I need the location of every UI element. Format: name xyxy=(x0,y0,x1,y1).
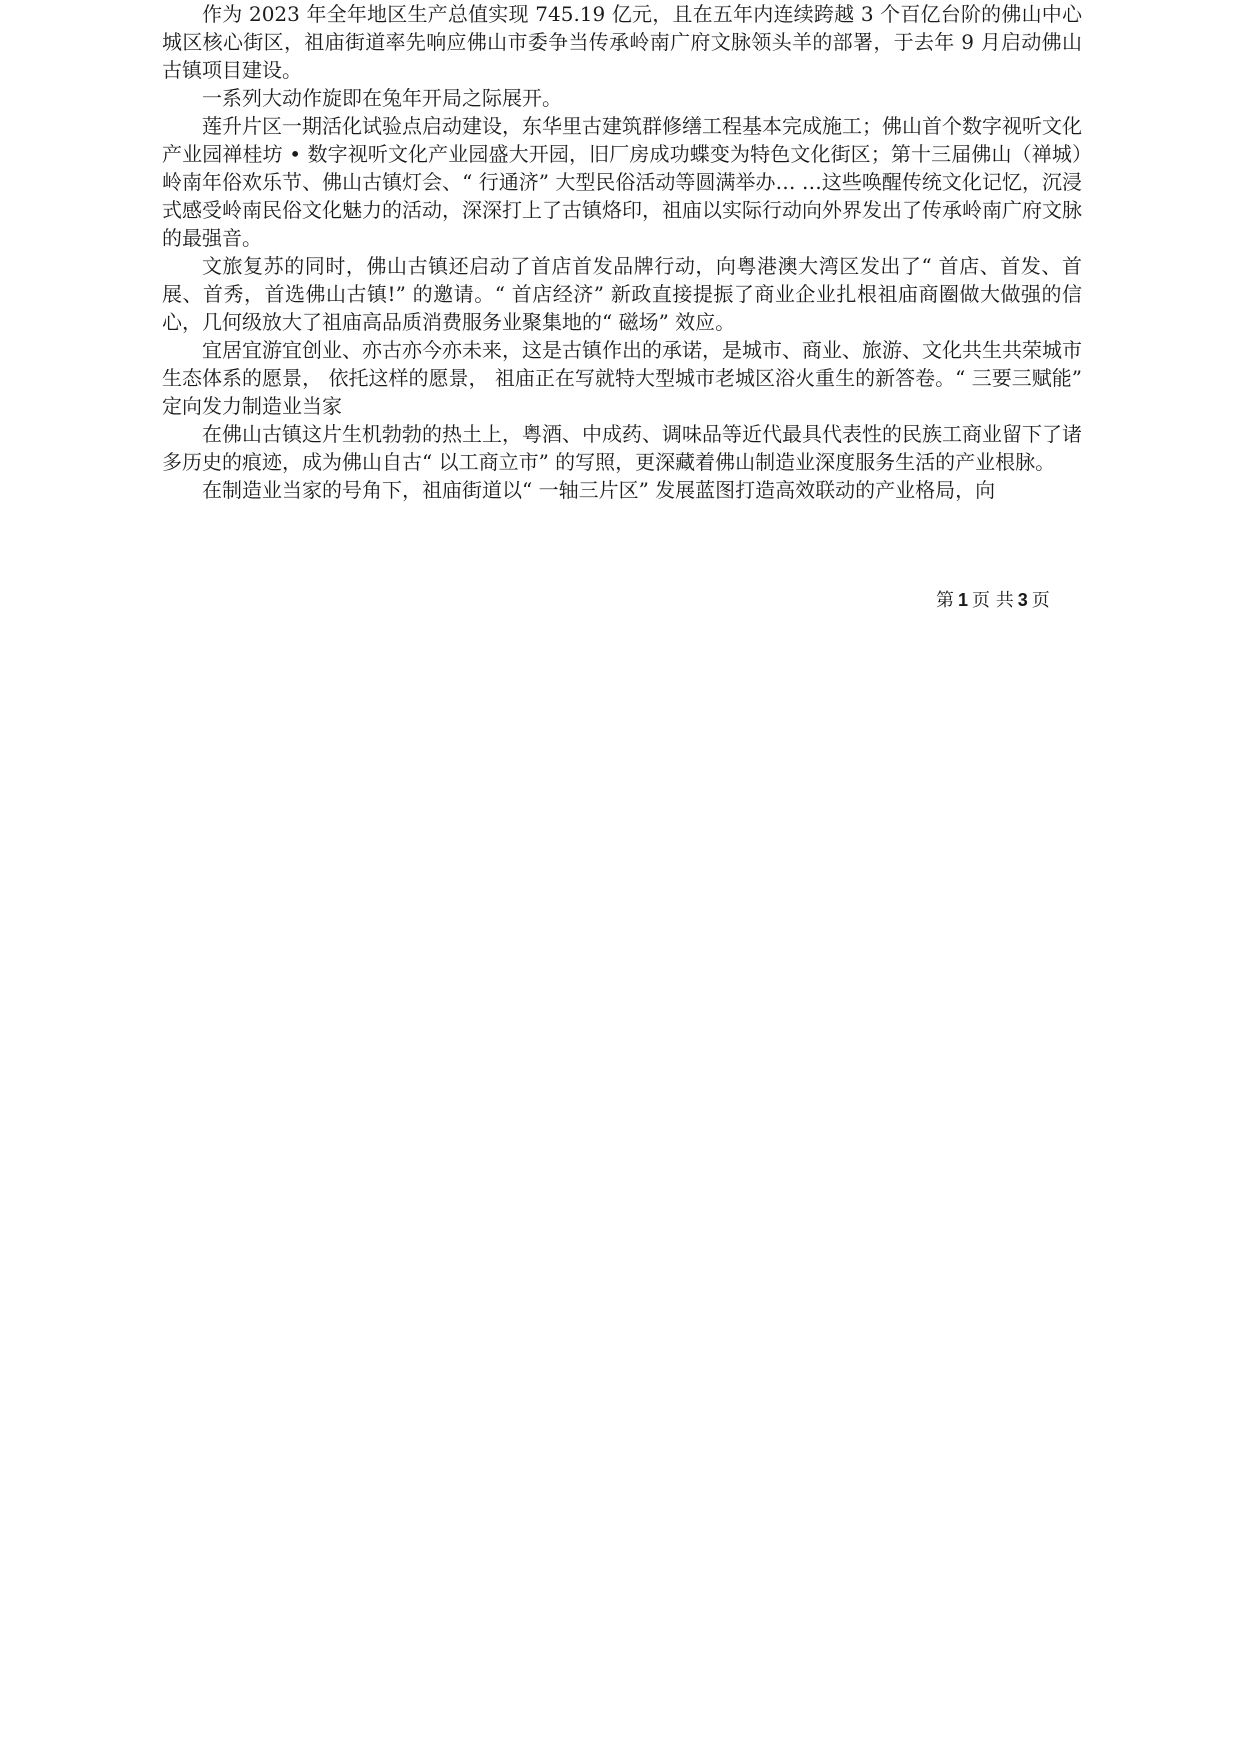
footer-suffix: 页 xyxy=(1031,590,1050,611)
current-page-number: 1 xyxy=(958,590,969,610)
paragraph: 在制造业当家的号角下，祖庙街道以“ 一轴三片区” 发展蓝图打造高效联动的产业格局，向 xyxy=(202,478,996,502)
footer-middle: 页 共 xyxy=(972,590,1014,611)
total-pages-number: 3 xyxy=(1017,590,1028,610)
paragraph: 莲升片区一期活化试验点启动建设，东华里古建筑群修缮工程基本完成施工；佛山首个数字视听文化产业园禅桂坊 • 数字视听文化产业园盛大开园，旧厂房成功蝶变为特色文化街区；第十三届佛山（禅城）岭南年俗欢乐节、佛山古镇灯会、“ 行通济” 大型民俗活动等圆满举办… …这些唤醒传统文化记忆，沉浸式感受岭南民俗文化魅力的活动，深深打上了古镇烙印，祖庙以实际行动向外界发出了传承岭南广府文脉的最强音。 xyxy=(162,114,1082,250)
page-footer xyxy=(936,586,1050,612)
paragraph: 一系列大动作旋即在兔年开局之际展开。 xyxy=(202,86,562,110)
paragraph: 作为 2023 年全年地区生产总值实现 745.19 亿元，且在五年内连续跨越 3 个百亿台阶的佛山中心城区核心街区，祖庙街道率先响应佛山市委争当传承岭南广府文脉领头羊的部署，于去年 9 月启动佛山古镇项目建设。 xyxy=(162,2,1082,82)
paragraph: 在佛山古镇这片生机勃勃的热土上，粤酒、中成药、调味品等近代最具代表性的民族工商业留下了诸多历史的痕迹，成为佛山自古“ 以工商立市” 的写照，更深藏着佛山制造业深度服务生活的产业根脉。 xyxy=(162,422,1082,474)
body-text xyxy=(162,0,1082,504)
footer-prefix: 第 xyxy=(936,590,954,611)
paragraph: 文旅复苏的同时，佛山古镇还启动了首店首发品牌行动，向粤港澳大湾区发出了“ 首店、首发、首展、首秀，首选佛山古镇!” 的邀请。“ 首店经济” 新政直接提振了商业企业扎根祖庙商圈做大做强的信心，几何级放大了祖庙高品质消费服务业聚集地的“ 磁场” 效应。 xyxy=(162,254,1082,334)
paragraph: 宜居宜游宜创业、亦古亦今亦未来，这是古镇作出的承诺，是城市、商业、旅游、文化共生共荣城市生态体系的愿景， 依托这样的愿景， 祖庙正在写就特大型城市老城区浴火重生的新答卷。“ 三要三赋能” 定向发力制造业当家 xyxy=(162,338,1082,418)
